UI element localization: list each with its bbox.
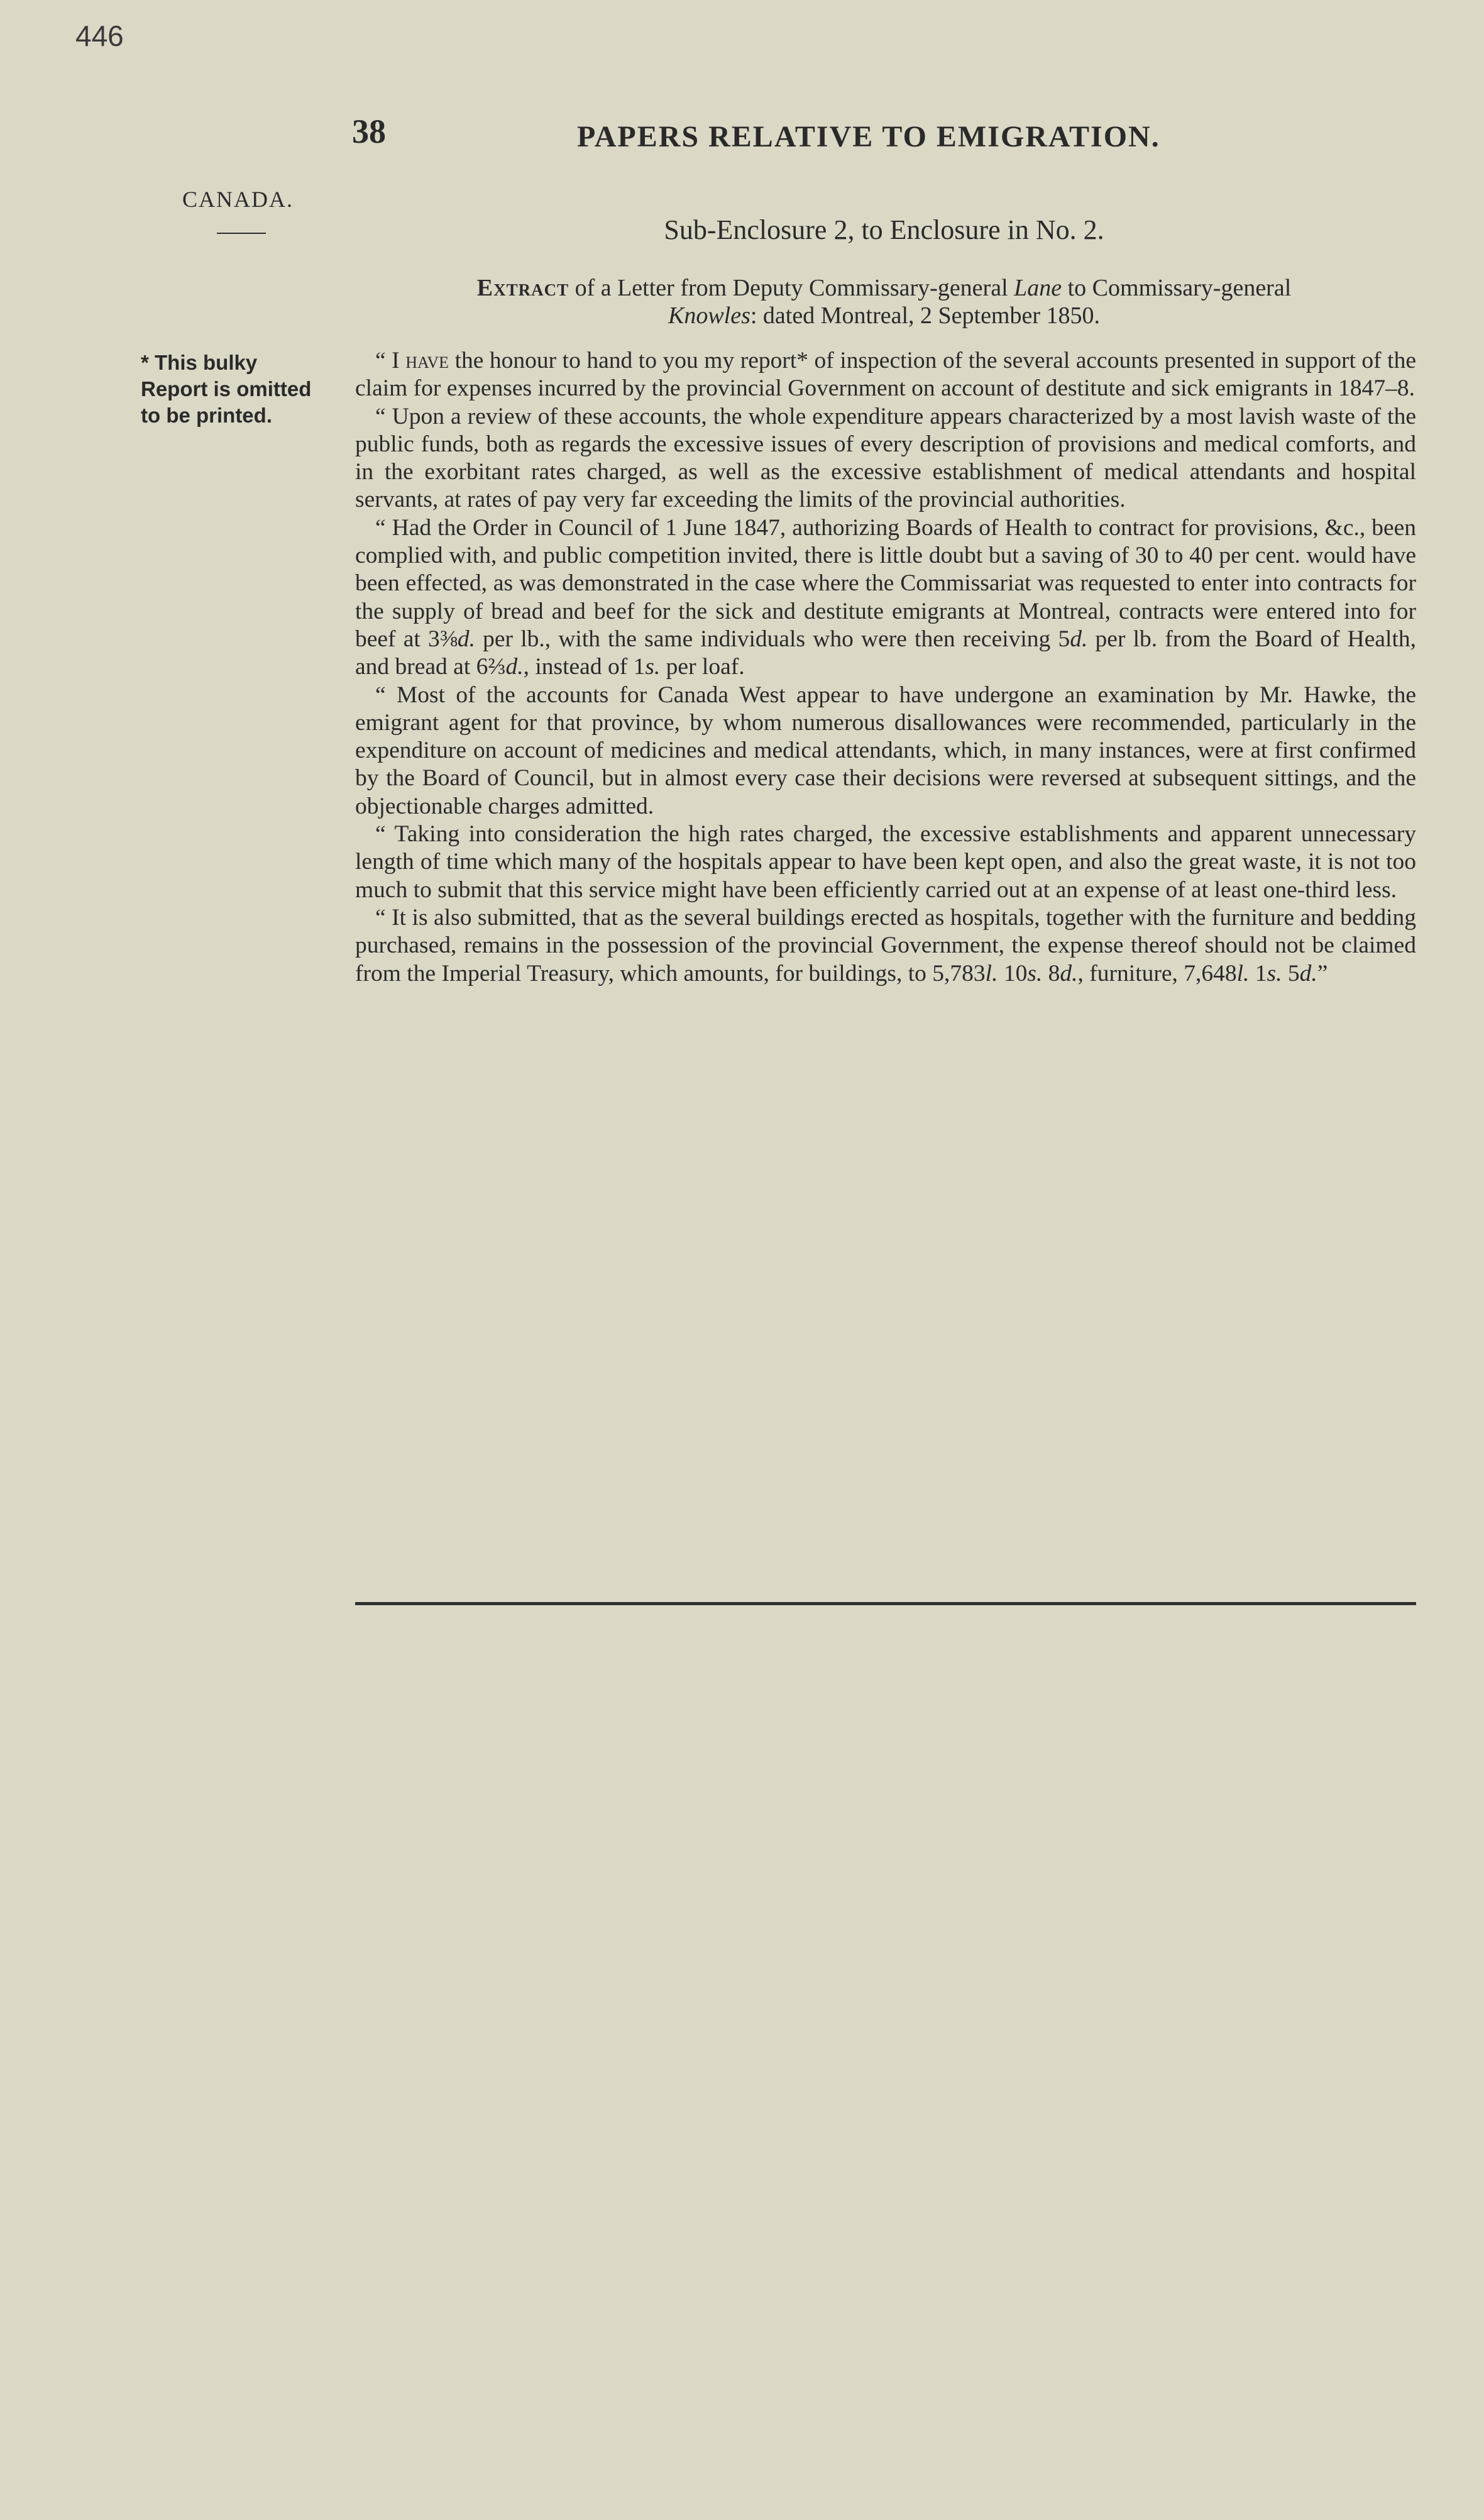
extract-text: to Commissary-general	[1062, 275, 1292, 301]
scan-page-number: 446	[75, 19, 124, 52]
text-run: s.	[1027, 960, 1043, 986]
text-run: per loaf.	[660, 654, 745, 680]
text-run: 10	[998, 960, 1028, 986]
text-run: d.	[1299, 960, 1317, 986]
text-run: d.	[1070, 626, 1088, 652]
paragraph: “ Taking into consideration the high rates charged, the excessive establishments and apparent unnecessary length of time which many of the hospitals appear to have been kept open, and also the great waste, it is not too much to submit that this service might have been efficiently carried out at an expense of at least one-third less.	[355, 821, 1416, 903]
text-run: s.	[645, 654, 661, 680]
text-run: “ I	[375, 348, 406, 373]
margin-section-heading: CANADA.	[182, 187, 294, 212]
text-run: per lb. from the Board of Health, and bread at 6⅔	[355, 626, 1417, 680]
text-run: , instead of 1	[523, 654, 646, 680]
text-run: d.	[1060, 960, 1078, 986]
text-run: s.	[1267, 960, 1282, 986]
text-run: 8	[1042, 960, 1060, 986]
extract-name-lane: Lane	[1014, 275, 1062, 301]
paragraph	[355, 347, 1416, 403]
text-run: “ Had the Order in Council of 1 June 1847, authorizing Boards of Health to contract for provisions, &c., been complied with, and public competition invited, there is little doubt but a saving of 30 to 40 per cent. would have been effected, as was demonstrated in the case where the Commissariat was requested to enter into contracts for the supply of bread and beef for the sick and destitute emigrants at Montreal, contracts were entered into for beef at 3⅜	[355, 514, 1416, 652]
text-run: 1	[1249, 960, 1267, 986]
paragraph: “ Most of the accounts for Canada West appear to have undergone an examination by Mr. Hawke, the emigrant agent for that province, by whom numerous disallowances were recommended, particularly in the expenditure on account of medicines and medical attendants, which, in many instances, were at first confirmed by the Board of Council, but in almost every case their decisions were reversed at subsequent sittings, and the objectionable charges admitted.	[355, 682, 1416, 819]
margin-rule	[217, 233, 266, 234]
extract-heading	[352, 274, 1416, 329]
extract-text: of a Letter from Deputy Commissary-general	[569, 275, 1014, 301]
margin-footnote: * This bulky Report is omitted to be printed.	[141, 351, 312, 427]
text-run: l.	[1236, 960, 1250, 986]
extract-date: : dated Montreal, 2 September 1850.	[750, 302, 1101, 329]
extract-name-knowles: Knowles	[668, 302, 750, 329]
paragraph	[355, 514, 1416, 682]
text-run: ”	[1317, 960, 1328, 986]
extract-lead: Extract	[476, 275, 569, 301]
text-run: have	[405, 348, 449, 373]
text-run: l.	[985, 960, 998, 986]
text-run: 5	[1282, 960, 1300, 986]
text-run: per lb., with the same individuals who were then receiving 5	[475, 626, 1070, 652]
bottom-rule	[355, 1602, 1416, 1605]
paragraph	[355, 904, 1416, 988]
sub-enclosure-title: Sub-Enclosure 2, to Enclosure in No. 2.	[664, 214, 1104, 245]
text-run: “ It is also submitted, that as the several buildings erected as hospitals, together with the furniture and bedding purchased, remains in the possession of the provincial Government, the expense thereof should not be claimed from the Imperial Treasury, which amounts, for buildings, to 5,783	[355, 904, 1416, 986]
letter-body	[355, 347, 1416, 988]
text-run: d.	[457, 626, 475, 652]
text-run: d.	[505, 654, 524, 680]
text-run: , furniture, 7,648	[1077, 960, 1237, 986]
running-title: PAPERS RELATIVE TO EMIGRATION.	[577, 120, 1160, 153]
page-number: 38	[352, 113, 386, 150]
paragraph: “ Upon a review of these accounts, the whole expenditure appears characterized by a most lavish waste of the public funds, both as regards the excessive issues of every description of provisions and medical comforts, and in the exorbitant rates charged, as well as the excessive establishment of medical attendants and hospital servants, at rates of pay very far exceeding the limits of the provincial authorities.	[355, 403, 1416, 513]
text-run: the honour to hand to you my report* of inspection of the several accounts presented in support of the claim for expenses incurred by the provincial Government on account of destitute and sick emigrants in 1847–8.	[355, 348, 1416, 402]
